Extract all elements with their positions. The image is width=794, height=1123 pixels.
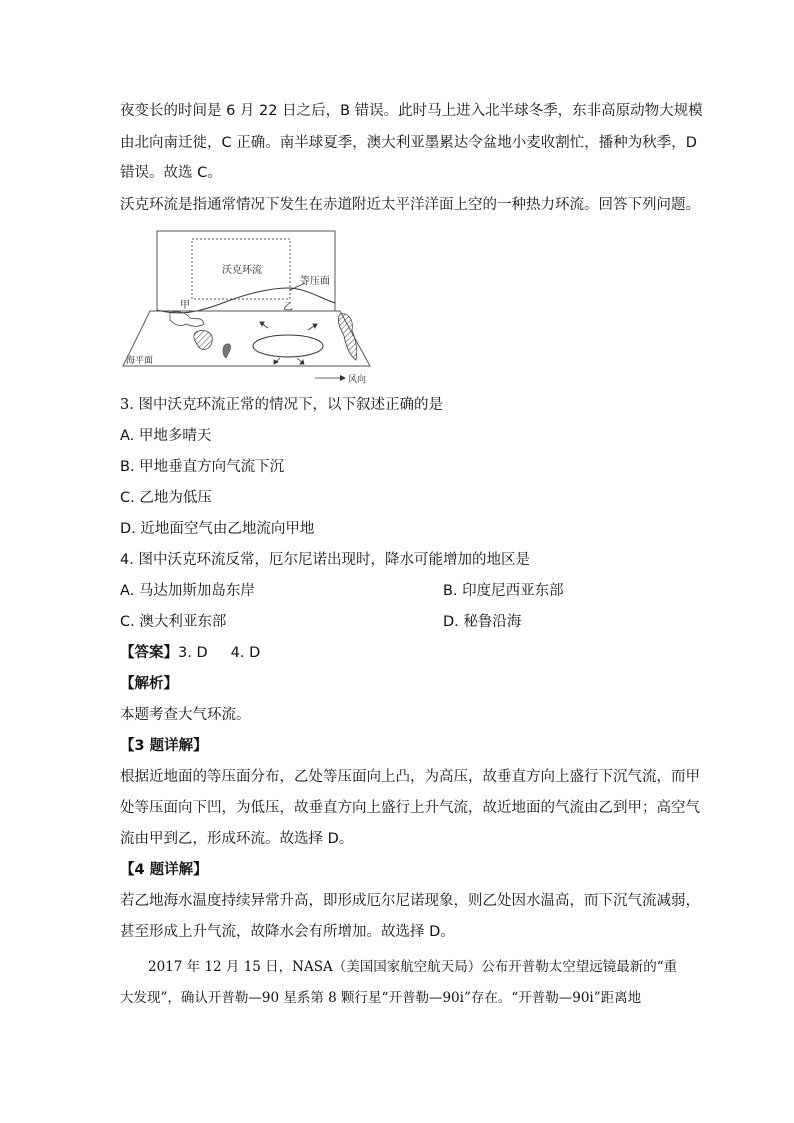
- wind-label: 风向: [348, 375, 367, 385]
- point-jia-label: 甲: [180, 300, 190, 311]
- question-3-option-d: D. 近地面空气由乙地流向甲地: [120, 521, 315, 537]
- question-3-option-a: A. 甲地多晴天: [120, 428, 212, 444]
- landmass-south-america: [338, 314, 356, 360]
- walker-circulation-figure: [120, 228, 380, 388]
- answer-text: 3. D 4. D: [178, 645, 261, 661]
- sea-level-label: 海平面: [126, 356, 154, 366]
- question-4-option-c: C. 澳大利亚东部: [120, 614, 227, 630]
- next-passage-line: 大发现”，确认开普勒—90 星系第 8 颗行星“开普勒—90i”存在。“开普勒—90i”距离地: [120, 990, 642, 1006]
- next-passage-line: 2017 年 12 月 15 日，NASA（美国国家航空航天局）公布开普勒太空望远镜最新的“重: [148, 959, 678, 975]
- arrows-group: [260, 322, 317, 364]
- point-yi-label: 乙: [283, 302, 293, 313]
- landmass-indonesia: [170, 312, 204, 327]
- paragraph-line: 错误。故选 C。: [120, 165, 222, 181]
- sea-ellipse: [253, 335, 323, 357]
- landmass-australia: [194, 330, 212, 349]
- figure-svg: [120, 228, 380, 388]
- question-4-option-b: B. 印度尼西亚东部: [443, 583, 564, 599]
- detail-3-line: 处等压面向下凹，为低压，故垂直方向上盛行上升气流，故近地面的气流由乙到甲；高空气: [120, 800, 700, 816]
- box-label: 沃克环流: [222, 265, 262, 276]
- detail-4-line: 若乙地海水温度持续异常升高，即形成厄尔尼诺现象，则乙处因水温高，而下沉气流减弱，: [120, 893, 700, 909]
- detail-4-line: 甚至形成上升气流，故降水会有所增加。故选择 D。: [120, 924, 455, 940]
- question-4-stem: 4. 图中沃克环流反常，厄尔尼诺出现时，降水可能增加的地区是: [120, 552, 530, 568]
- wind-arrowhead: [340, 375, 346, 381]
- detail-3-label: 【3 题详解】: [120, 738, 208, 754]
- detail-3-line: 根据近地面的等压面分布，乙处等压面向上凸，为高压，故垂直方向上盛行下沉气流，而甲: [120, 769, 700, 785]
- analysis-label: 【解析】: [120, 676, 178, 692]
- landmass-island: [223, 344, 231, 358]
- paragraph-line: 由北向南迁徙，C 正确。南半球夏季，澳大利亚墨累达令盆地小麦收割忙，播种为秋季，D: [120, 135, 697, 151]
- paragraph-line: 夜变长的时间是 6 月 22 日之后，B 错误。此时马上进入北半球冬季，东非高原动物大规模: [120, 103, 703, 119]
- question-4-option-a: A. 马达加斯加岛东岸: [120, 583, 255, 599]
- sea-level-plane: [123, 311, 370, 366]
- intro-line: 沃克环流是指通常情况下发生在赤道附近太平洋洋面上空的一种热力环流。回答下列问题。: [120, 197, 700, 213]
- answer-label: 【答案】: [120, 645, 178, 661]
- detail-3-line: 流由甲到乙，形成环流。故选择 D。: [120, 831, 354, 847]
- detail-4-label: 【4 题详解】: [120, 862, 208, 878]
- question-3-option-c: C. 乙地为低压: [120, 490, 212, 506]
- question-3-option-b: B. 甲地垂直方向气流下沉: [120, 459, 285, 475]
- analysis-text: 本题考查大气环流。: [120, 707, 251, 723]
- answer-line: [120, 643, 260, 663]
- question-3-stem: 3. 图中沃克环流正常的情况下，以下叙述正确的是: [120, 397, 443, 413]
- isobar-label: 等压面: [300, 276, 330, 287]
- question-4-option-d: D. 秘鲁沿海: [443, 614, 522, 630]
